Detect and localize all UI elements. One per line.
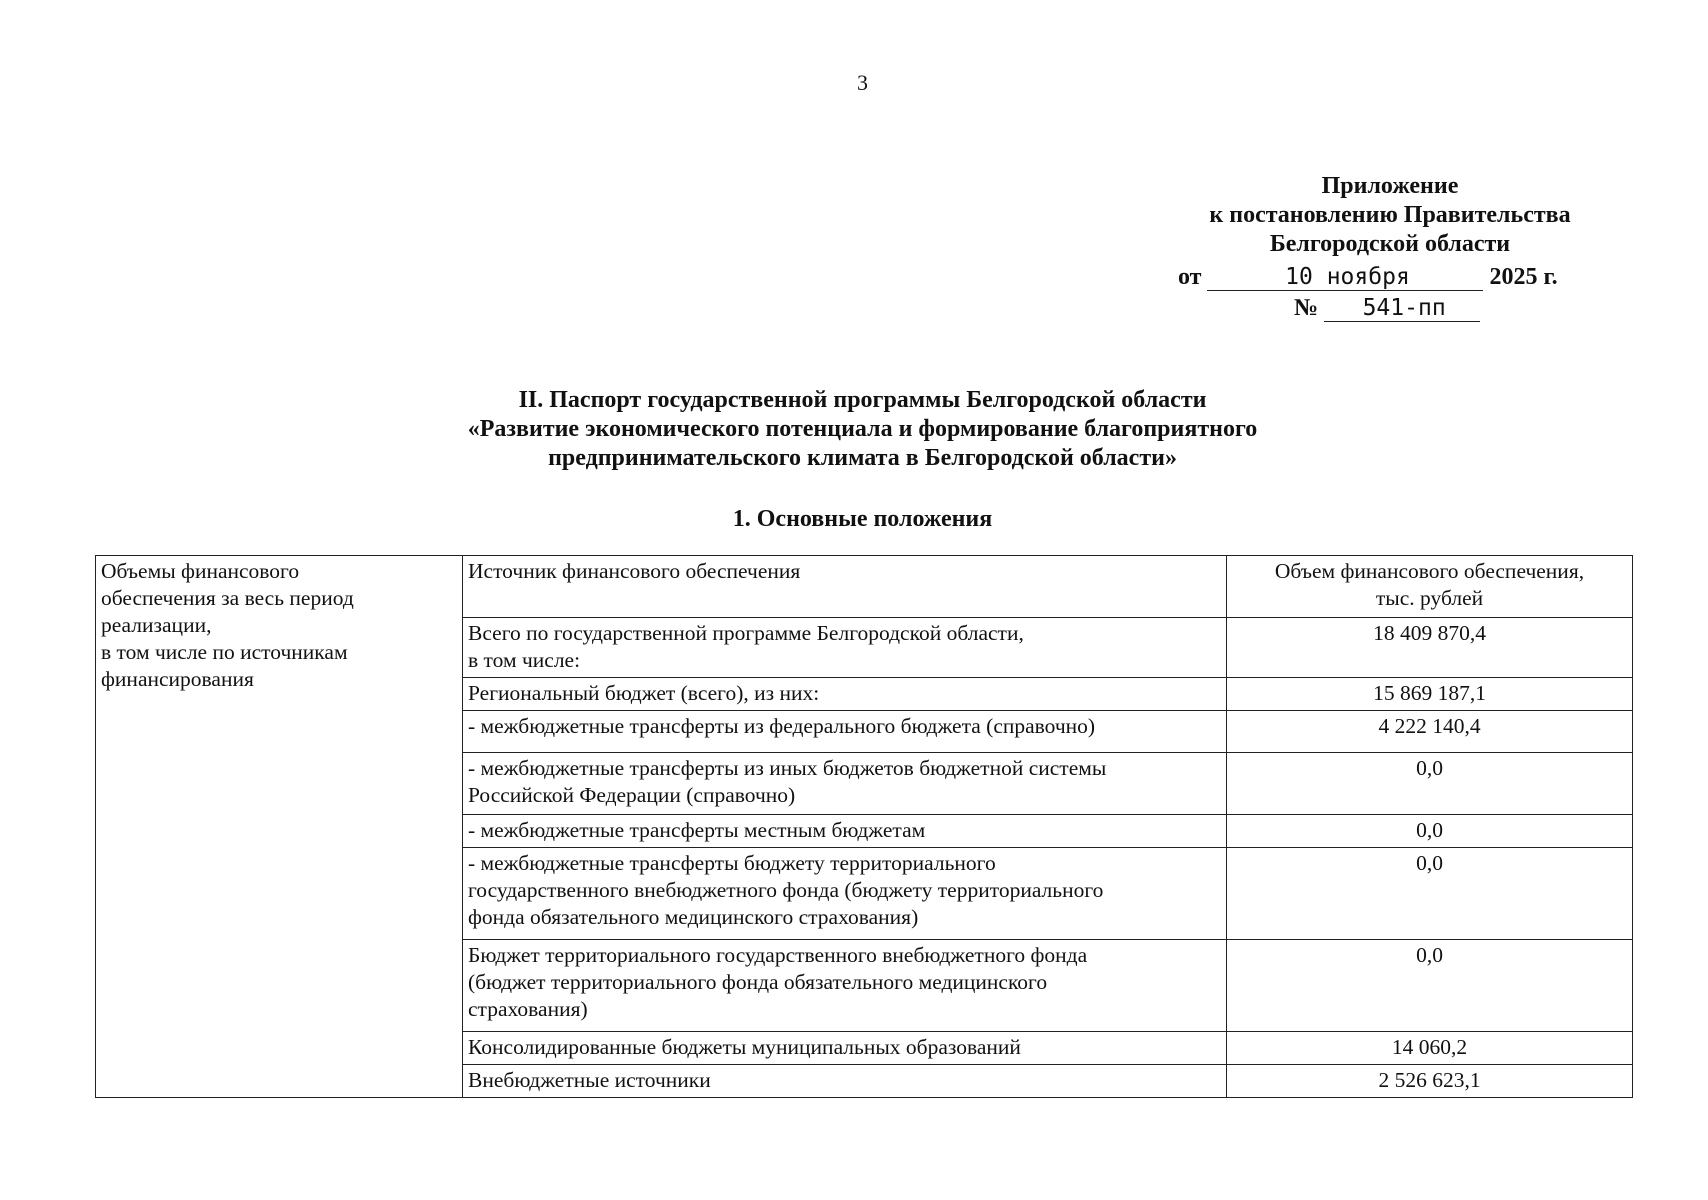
row-value: 0,0	[1227, 753, 1633, 815]
page-number: 3	[857, 70, 868, 95]
financing-table	[95, 555, 1633, 1098]
row-source: Консолидированные бюджеты муниципальных образований	[463, 1032, 1227, 1065]
annex-line-2: к постановлению Правительства	[1209, 202, 1571, 228]
row-value: 15 869 187,1	[1227, 678, 1633, 711]
header-source: Источник финансового обеспечения	[463, 556, 1227, 618]
row-source: - межбюджетные трансферты из федерального бюджета (справочно)	[463, 711, 1227, 753]
row-source: Региональный бюджет (всего), из них:	[463, 678, 1227, 711]
table-header-row	[96, 556, 1633, 618]
date-prefix: от	[1178, 264, 1202, 290]
annex-number-row	[1294, 294, 1480, 323]
row-value: 0,0	[1227, 848, 1633, 940]
number-prefix: №	[1294, 295, 1319, 321]
header-volume: Объем финансового обеспечения, тыс. рублей	[1227, 556, 1633, 618]
date-field: 10 ноября	[1207, 264, 1483, 291]
row-source: Внебюджетные источники	[463, 1065, 1227, 1098]
row-source: - межбюджетные трансферты бюджету территориального государственного внебюджетного фонда (бюджету территориального фонда обязательного медицинского страхования)	[463, 848, 1227, 940]
row-value: 0,0	[1227, 815, 1633, 848]
annex-date-row	[1178, 263, 1558, 292]
date-year: 2025 г.	[1489, 264, 1558, 290]
row-value: 18 409 870,4	[1227, 618, 1633, 678]
row-source: - межбюджетные трансферты из иных бюджетов бюджетной системы Российской Федерации (справочно)	[463, 753, 1227, 815]
number-field: 541-пп	[1324, 295, 1480, 322]
row-source: - межбюджетные трансферты местным бюджетам	[463, 815, 1227, 848]
annex-title: Приложение	[1321, 173, 1459, 199]
row-source: Бюджет территориального государственного внебюджетного фонда (бюджет территориального фонда обязательного медицинского страхования)	[463, 940, 1227, 1032]
section-title-line-2: «Развитие экономического потенциала и формирование благоприятного	[467, 416, 1258, 442]
row-value: 4 222 140,4	[1227, 711, 1633, 753]
row-source: Всего по государственной программе Белгородской области, в том числе:	[463, 618, 1227, 678]
row-value: 2 526 623,1	[1227, 1065, 1633, 1098]
section-title-line-1: II. Паспорт государственной программы Белгородской области	[518, 387, 1207, 413]
row-value: 0,0	[1227, 940, 1633, 1032]
annex-block	[1178, 172, 1600, 321]
financing-label-cell: Объемы финансового обеспечения за весь период реализации, в том числе по источникам финансирования	[96, 556, 463, 1098]
section-title	[300, 386, 1425, 473]
subsection-title: 1. Основные положения	[732, 506, 993, 532]
section-title-line-3: предпринимательского климата в Белгородской области»	[548, 445, 1177, 471]
annex-line-3: Белгородской области	[1269, 231, 1511, 257]
row-value: 14 060,2	[1227, 1032, 1633, 1065]
